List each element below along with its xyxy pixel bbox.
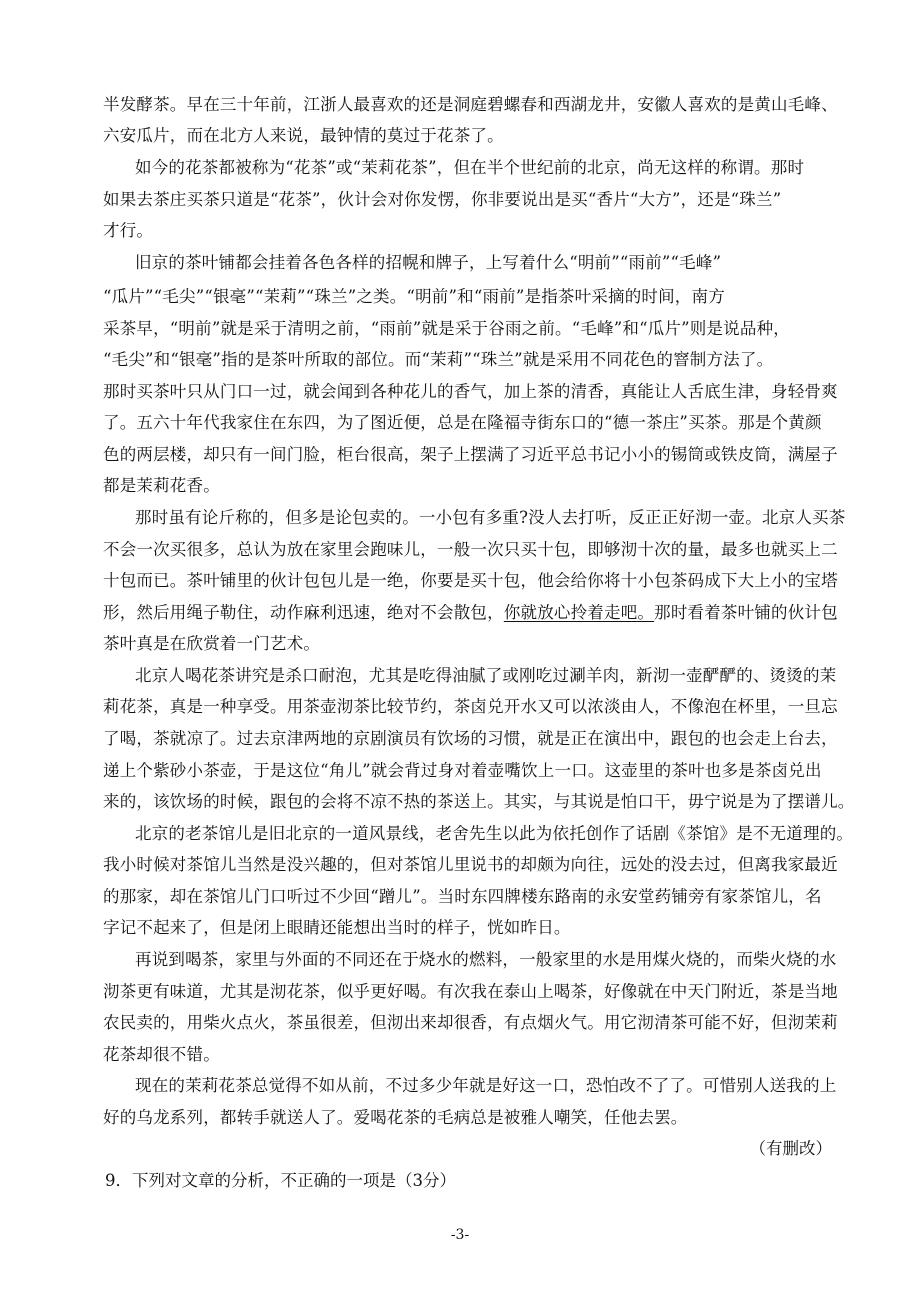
paragraph-line: 那时虽有论斤称的，但多是论包卖的。一小包有多重?没人去打听，反正正好沏一壶。北京人买茶	[135, 508, 846, 527]
paragraph-line: 沏茶更有味道，尤其是沏花茶，似乎更好喝。有次我在泰山上喝茶，好像就在中天门附近，茶是当地	[103, 982, 838, 1001]
paragraph-line: “瓜片”“毛尖”“银毫”“茉莉”“珠兰”之类。“明前”和“雨前”是指茶叶采摘的时间，南方	[103, 287, 725, 306]
paragraph-line: 才行。	[103, 221, 154, 240]
paragraph-line: 采茶早，“明前”就是采于清明之前，“雨前”就是采于谷雨之前。“毛峰”和“瓜片”则是说品种，	[103, 319, 790, 338]
paragraph-line: 半发酵茶。早在三十年前，江浙人最喜欢的还是洞庭碧螺春和西湖龙井，安徽人喜欢的是黄山毛峰、	[103, 95, 838, 114]
paragraph-line: 茶叶真是在欣赏着一门艺术。	[103, 634, 321, 653]
paragraph-line: 花茶却很不错。	[103, 1045, 220, 1064]
paragraph-line: 莉花茶，真是一种享受。用茶壶沏茶比较节约，茶卤兑开水又可以浓淡由人，不像泡在杯里，一旦忘	[103, 697, 838, 716]
question-text: 9．下列对文章的分析，不正确的一项是（3分）	[105, 1171, 456, 1190]
paragraph-line: 了。五六十年代我家住在东四，为了图近便，总是在隆福寺街东口的“德一茶庄”买茶。那是个黄颜	[103, 413, 822, 432]
paragraph-line: “毛尖”和“银毫”指的是茶叶所取的部位。而“茉莉”“珠兰”就是采用不同花色的窨制方法了。	[103, 350, 774, 369]
paragraph-line: 现在的茉莉花茶总觉得不如从前，不过多少年就是好这一口，恐怕改不了了。可惜别人送我的上	[135, 1076, 837, 1095]
page-number: -3-	[450, 1227, 470, 1243]
line-segment: 那时看着茶叶铺的伙计包	[654, 603, 838, 622]
paragraph-line: 北京的老茶馆儿是旧北京的一道风景线，老舍先生以此为依托创作了话剧《茶馆》是不无道理的。	[135, 824, 854, 843]
paragraph-line: 递上个紫砂小茶壶，于是这位“角儿”就会背过身对着壶嘴饮上一口。这壶里的茶叶也多是茶卤兑出	[103, 761, 822, 780]
paragraph-line: 都是茉莉花香。	[103, 476, 220, 495]
paragraph-line: 来的，该饮场的时候，跟包的会将不凉不热的茶送上。其实，与其说是怕口干，毋宁说是为了摆谱儿。	[103, 792, 855, 811]
line-segment: 形，然后用绳子勒住，动作麻利迅速，绝对不会散包，	[103, 603, 504, 622]
paragraph-line: 字记不起来了，但是闭上眼睛还能想出当时的样子，恍如昨日。	[103, 918, 571, 937]
paragraph-line: 六安瓜片，而在北方人来说，最钟情的莫过于花茶了。	[103, 126, 504, 145]
paragraph-line: 旧京的茶叶铺都会挂着各色各样的招幌和牌子，上写着什么“明前”“雨前”“毛峰”	[135, 253, 722, 272]
paragraph-line: 再说到喝茶，家里与外面的不同还在于烧水的燃料，一般家里的水是用煤火烧的，而柴火烧的水	[135, 950, 837, 969]
paragraph-line: 了喝，茶就凉了。过去京津两地的京剧演员有饮场的习惯，就是正在演出中，跟包的也会走上台去，	[103, 729, 838, 748]
source-note: （有删改）	[749, 1139, 832, 1158]
paragraph-line: 的那家，却在茶馆儿门口听过不少回“蹭儿”。当时东四牌楼东路南的永安堂药铺旁有家茶馆儿，名	[103, 887, 822, 906]
paragraph-line: 色的两层楼，却只有一间门脸，柜台很高，架子上摆满了习近平总书记小小的锡筒或铁皮筒，满屋子	[103, 445, 838, 464]
paragraph-line: 如今的花茶都被称为“花茶”或“茉莉花茶”，但在半个世纪前的北京，尚无这样的称谓。那时	[135, 158, 805, 177]
paragraph-line: 北京人喝花茶讲究是杀口耐泡，尤其是吃得油腻了或刚吃过涮羊肉，新沏一壶酽酽的、烫烫的茉	[135, 666, 837, 685]
paragraph-line: 农民卖的，用柴火点火，茶虽很差，但沏出来却很香，有点烟火气。用它沏清茶可能不好，但沏茉莉	[103, 1013, 838, 1032]
underlined-sentence: 你就放心拎着走吧。	[503, 603, 655, 622]
paragraph-line: 那时买茶叶只从门口一过，就会闻到各种花儿的香气，加上茶的清香，真能让人舌底生津，身轻骨爽	[103, 382, 838, 401]
paragraph-line: 好的乌龙系列，都转手就送人了。爱喝花茶的毛病总是被雅人嘲笑，任他去罢。	[103, 1108, 688, 1127]
paragraph-line: 我小时候对茶馆儿当然是没兴趣的，但对茶馆儿里说书的却颇为向往，远处的没去过，但离我家最近	[103, 855, 838, 874]
paragraph-line: 如果去茶庄买茶只道是“花茶”，伙计会对你发愣，你非要说出是买“香片“大方”，还是“珠兰”	[103, 190, 782, 209]
paragraph-line: 十包而已。茶叶铺里的伙计包包儿是一绝，你要是买十包，他会给你将十小包茶码成下大上小的宝塔	[103, 571, 838, 590]
paragraph-line: 不会一次买很多，总认为放在家里会跑味儿，一般一次只买十包，即够沏十次的量，最多也就买上二	[103, 540, 838, 559]
paragraph-line	[103, 602, 838, 624]
